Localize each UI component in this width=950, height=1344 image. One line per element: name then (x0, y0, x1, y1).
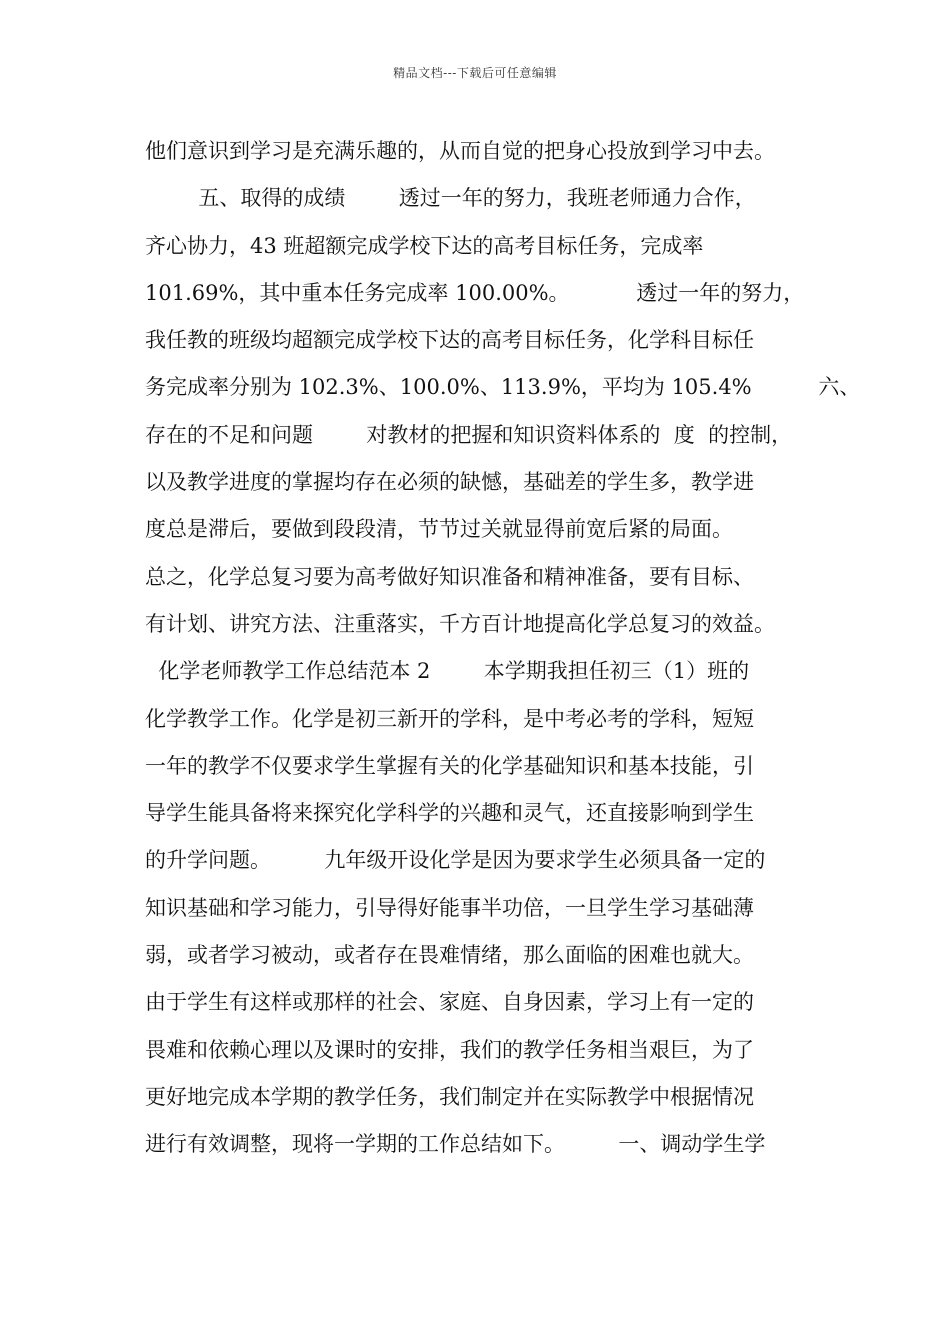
text-line: 总之，化学总复习要为高考做好知识准备和精神准备，要有目标、 (145, 564, 754, 589)
text-line: 化学教学工作。化学是初三新开的学科，是中考必考的学科，短短 (145, 706, 754, 731)
page-header: 精品文档---下载后可任意编辑 (393, 66, 557, 80)
text-line: 存在的不足和问题 对教材的把握和知识资料体系的 度 的控制， (145, 422, 793, 447)
text-line: 知识基础和学习能力，引导得好能事半功倍，一旦学生学习基础薄 (145, 895, 754, 920)
text-line: 导学生能具备将来探究化学科学的兴趣和灵气，还直接影响到学生 (145, 801, 754, 826)
text-line: 进行有效调整，现将一学期的工作总结如下。 一、调动学生学 (145, 1132, 766, 1157)
text-line: 弱，或者学习被动，或者存在畏难情绪，那么面临的困难也就大。 (145, 943, 754, 968)
text-line: 齐心协力，43 班超额完成学校下达的高考目标任务，完成率 (145, 233, 704, 258)
text-line: 以及教学进度的掌握均存在必须的缺憾，基础差的学生多，教学进 (145, 470, 754, 495)
text-line: 他们意识到学习是充满乐趣的，从而自觉的把身心投放到学习中去。 (145, 139, 775, 163)
text-line: 化学老师教学工作总结范本 2 本学期我担任初三（1）班的 (145, 659, 750, 684)
text-line: 务完成率分别为 102.3%、100.0%、113.9%，平均为 105.4% 六、 (145, 375, 861, 400)
document-body (145, 128, 861, 1169)
text-line: 有计划、讲究方法、注重落实，千方百计地提高化学总复习的效益。 (145, 611, 775, 636)
text-line: 101.69%，其中重本任务完成率 100.00%。 透过一年的努力， (145, 280, 805, 305)
text-line: 五、取得的成绩 透过一年的努力，我班老师通力合作， (145, 186, 756, 211)
text-line: 一年的教学不仅要求学生掌握有关的化学基础知识和基本技能，引 (145, 753, 754, 778)
text-line: 由于学生有这样或那样的社会、家庭、自身因素，学习上有一定的 (145, 990, 754, 1015)
text-line: 我任教的班级均超额完成学校下达的高考目标任务，化学科目标任 (145, 328, 754, 353)
text-line: 的升学问题。 九年级开设化学是因为要求学生必须具备一定的 (145, 848, 766, 873)
text-line: 畏难和依赖心理以及课时的安排，我们的教学任务相当艰巨，为了 (145, 1037, 754, 1062)
text-line: 更好地完成本学期的教学任务，我们制定并在实际教学中根据情况 (145, 1084, 754, 1109)
text-line: 度总是滞后，要做到段段清，节节过关就显得前宽后紧的局面。 (145, 517, 733, 542)
